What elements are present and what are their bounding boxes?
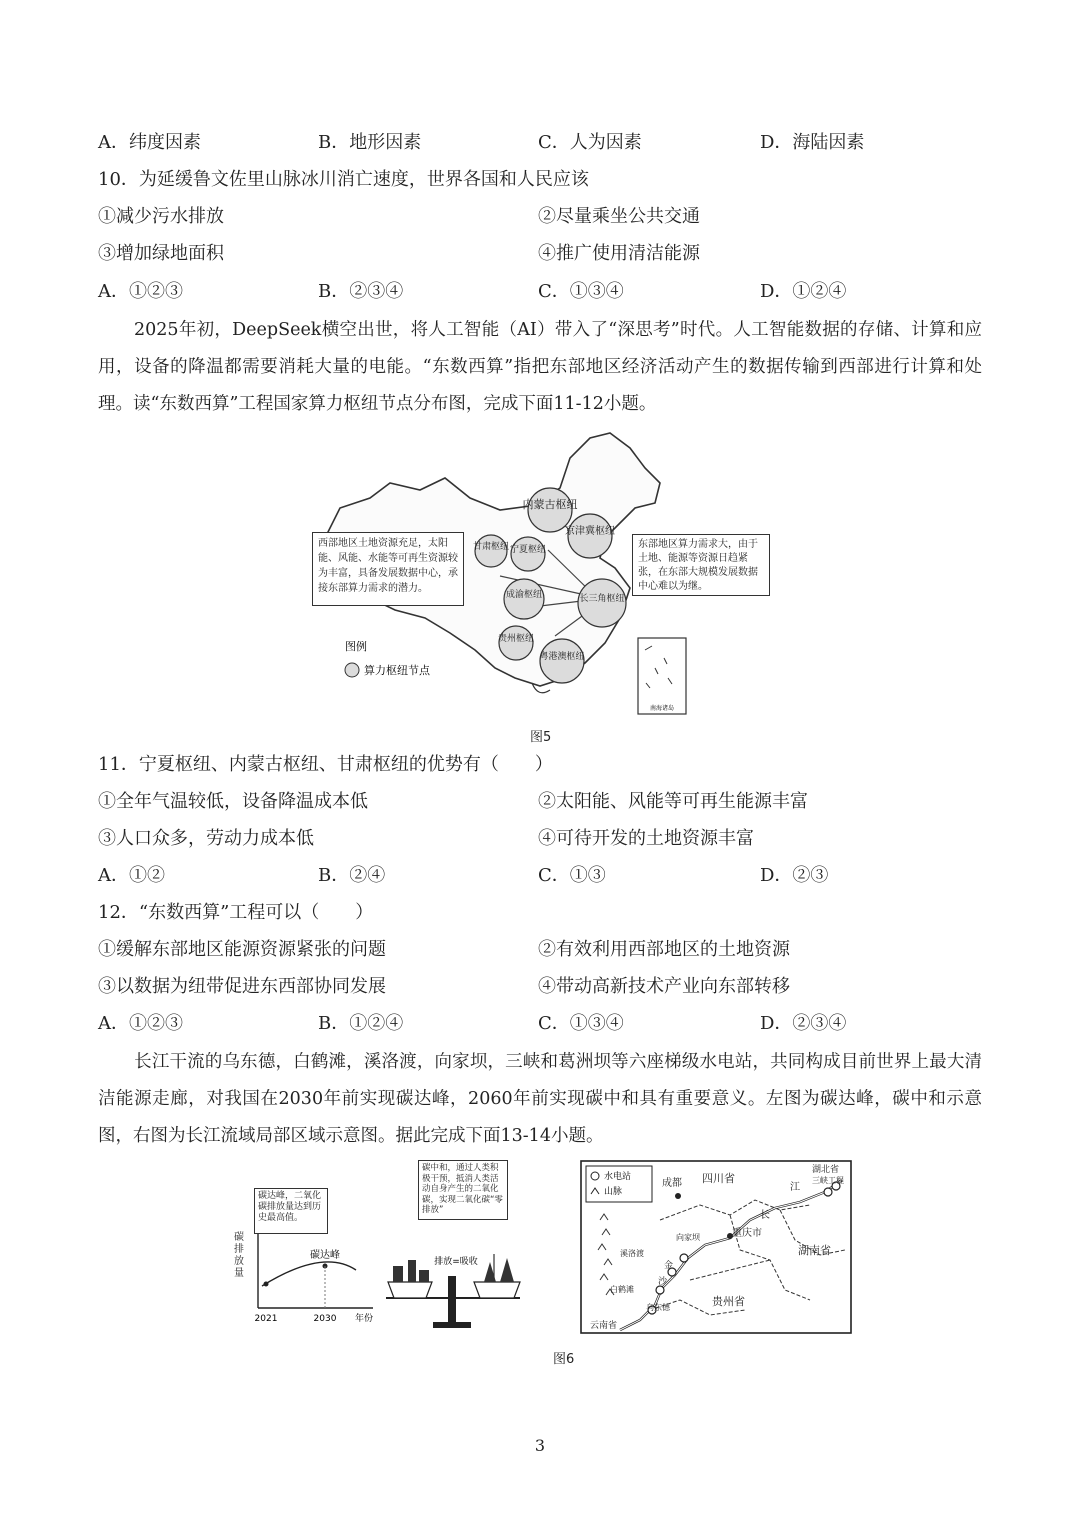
node-label-yangtze-delta: 长三角枢纽 [579, 594, 625, 604]
q10-item-4: ④推广使用清洁能源 [538, 243, 700, 264]
q12-item-4: ④带动高新技术产业向东部转移 [538, 976, 790, 997]
legend-mountain: 山脉 [604, 1187, 623, 1197]
passage-2 [98, 1044, 982, 1155]
q12-item-1: ①缓解东部地区能源资源紧张的问题 [98, 939, 386, 960]
label-river-jiang: 江 [790, 1182, 800, 1193]
node-label-gansu: 甘肃枢纽 [472, 542, 510, 552]
node-label-gba: 粤港澳枢纽 [539, 652, 585, 662]
q9-option-c: C．人为因素 [538, 132, 642, 153]
figure-5-caption: 图5 [530, 730, 552, 745]
q12-item-3: ③以数据为纽带促进东西部协同发展 [98, 976, 386, 997]
balance-label: 排放=吸收 [434, 1257, 478, 1267]
label-hunan: 湖南省 [798, 1244, 831, 1257]
q11-item-2: ②太阳能、风能等可再生能源丰富 [538, 791, 808, 812]
peak-label: 碳达峰 [310, 1250, 340, 1261]
q12-option-d: D．②③④ [760, 1013, 847, 1034]
figure-6-caption: 图6 [553, 1352, 575, 1367]
passage-2-text: 长江干流的乌东德，白鹤滩，溪洛渡，向家坝，三峡和葛洲坝等六座梯级水电站，共同构成目前世界上最大清洁能源走廊，对我国在2030年前实现碳达峰，2060年前实现碳中和具有重要意义。左图为碳达峰，碳中和示意图，右图为长江流域局部区域示意图。据此完成下面13-14小题。 [98, 1052, 982, 1146]
label-wudongde: 乌东德 [646, 1303, 670, 1312]
label-river-chang: 长 [760, 1210, 770, 1221]
node-label-ningxia: 宁夏枢纽 [509, 545, 547, 555]
q10-option-c: C．①③④ [538, 281, 624, 302]
label-river-sha: 沙 [658, 1277, 668, 1287]
legend-node-symbol [345, 663, 359, 677]
q11-option-b: B．②④ [318, 865, 386, 886]
q11-option-c: C．①③ [538, 865, 606, 886]
label-sichuan: 四川省 [702, 1172, 735, 1185]
label-hubei: 湖北省 [812, 1165, 840, 1175]
q11-item-3: ③人口众多，劳动力成本低 [98, 828, 314, 849]
legend-hydro: 水电站 [604, 1172, 632, 1182]
passage-1 [98, 312, 982, 423]
q9-option-a: A．纬度因素 [98, 132, 201, 153]
x-axis-label: 年份 [354, 1314, 374, 1324]
label-three-gorges: 三峡工程 [812, 1176, 844, 1185]
inset-label: 南海诸岛 [649, 705, 675, 712]
q11-option-a: A．①② [98, 865, 165, 886]
label-xiangjiaba: 向家坝 [676, 1233, 700, 1242]
q11-item-1: ①全年气温较低，设备降温成本低 [98, 791, 368, 812]
label-river-jin: 金 [664, 1261, 674, 1271]
label-xiluodu: 溪洛渡 [620, 1249, 644, 1258]
q12-stem: 12．“东数西算”工程可以（ ） [98, 902, 374, 923]
x-tick-2021: 2021 [254, 1314, 278, 1324]
legend-title: 图例 [345, 640, 367, 653]
q10-item-1: ①减少污水排放 [98, 206, 224, 227]
node-label-chengyu: 成渝枢纽 [505, 590, 543, 600]
q10-option-a: A．①②③ [98, 281, 183, 302]
q12-item-2: ②有效利用西部地区的土地资源 [538, 939, 790, 960]
q9-option-b: B．地形因素 [318, 132, 422, 153]
q11-item-4: ④可待开发的土地资源丰富 [538, 828, 754, 849]
q10-option-b: B．②③④ [318, 281, 404, 302]
q12-option-c: C．①③④ [538, 1013, 624, 1034]
neutral-note-box: 碳中和，通过人类积极干预，抵消人类活动自身产生的二氧化碳，实现二氧化碳“零排放” [418, 1160, 508, 1220]
q10-option-d: D．①②④ [760, 281, 847, 302]
legend-item: 算力枢纽节点 [364, 664, 430, 677]
west-note-box: 西部地区土地资源充足，太阳能、风能、水能等可再生资源较为丰富，具备发展数据中心，承接东部算力需求的潜力。 [312, 532, 464, 606]
label-guizhou: 贵州省 [712, 1295, 745, 1308]
figure-6-yangtze-map [580, 1160, 852, 1334]
label-yunnan: 云南省 [590, 1321, 618, 1331]
peak-note-box: 碳达峰，二氧化碳排放量达到历史最高值。 [254, 1188, 328, 1234]
q10-item-2: ②尽量乘坐公共交通 [538, 206, 700, 227]
figure-6-carbon-diagram [228, 1158, 558, 1338]
q10-item-3: ③增加绿地面积 [98, 243, 224, 264]
page-number: 3 [534, 1436, 546, 1455]
y-axis-label: 碳排放量 [234, 1232, 244, 1279]
label-chongqing: 重庆市 [732, 1228, 762, 1239]
node-label-inner-mongolia: 内蒙古枢纽 [522, 498, 578, 511]
x-tick-2030: 2030 [313, 1314, 337, 1324]
q9-option-d: D．海陆因素 [760, 132, 865, 153]
q11-stem: 11．宁夏枢纽、内蒙古枢纽、甘肃枢纽的优势有（ ） [98, 754, 553, 775]
label-chengdu: 成都 [662, 1178, 682, 1189]
q12-option-b: B．①②④ [318, 1013, 404, 1034]
node-label-jingjinji: 京津冀枢纽 [565, 526, 615, 537]
q11-option-d: D．②③ [760, 865, 829, 886]
passage-1-text: 2025年初，DeepSeek横空出世，将人工智能（AI）带入了“深思考”时代。人工智能数据的存储、计算和应用，设备的降温都需要消耗大量的电能。“东数西算”指把东部地区经济活动产生的数据传输到西部进行计算和处理。读“东数西算”工程国家算力枢纽节点分布图，完成下面11-12小题。 [98, 320, 982, 414]
q10-stem: 10．为延缓鲁文佐里山脉冰川消亡速度，世界各国和人民应该 [98, 169, 589, 190]
q12-option-a: A．①②③ [98, 1013, 183, 1034]
label-baihetan: 白鹤滩 [610, 1285, 634, 1294]
east-note-box: 东部地区算力需求大，由于土地、能源等资源日趋紧张，在东部大规模发展数据中心难以为继。 [632, 534, 770, 596]
node-label-guizhou: 贵州枢纽 [497, 634, 535, 644]
